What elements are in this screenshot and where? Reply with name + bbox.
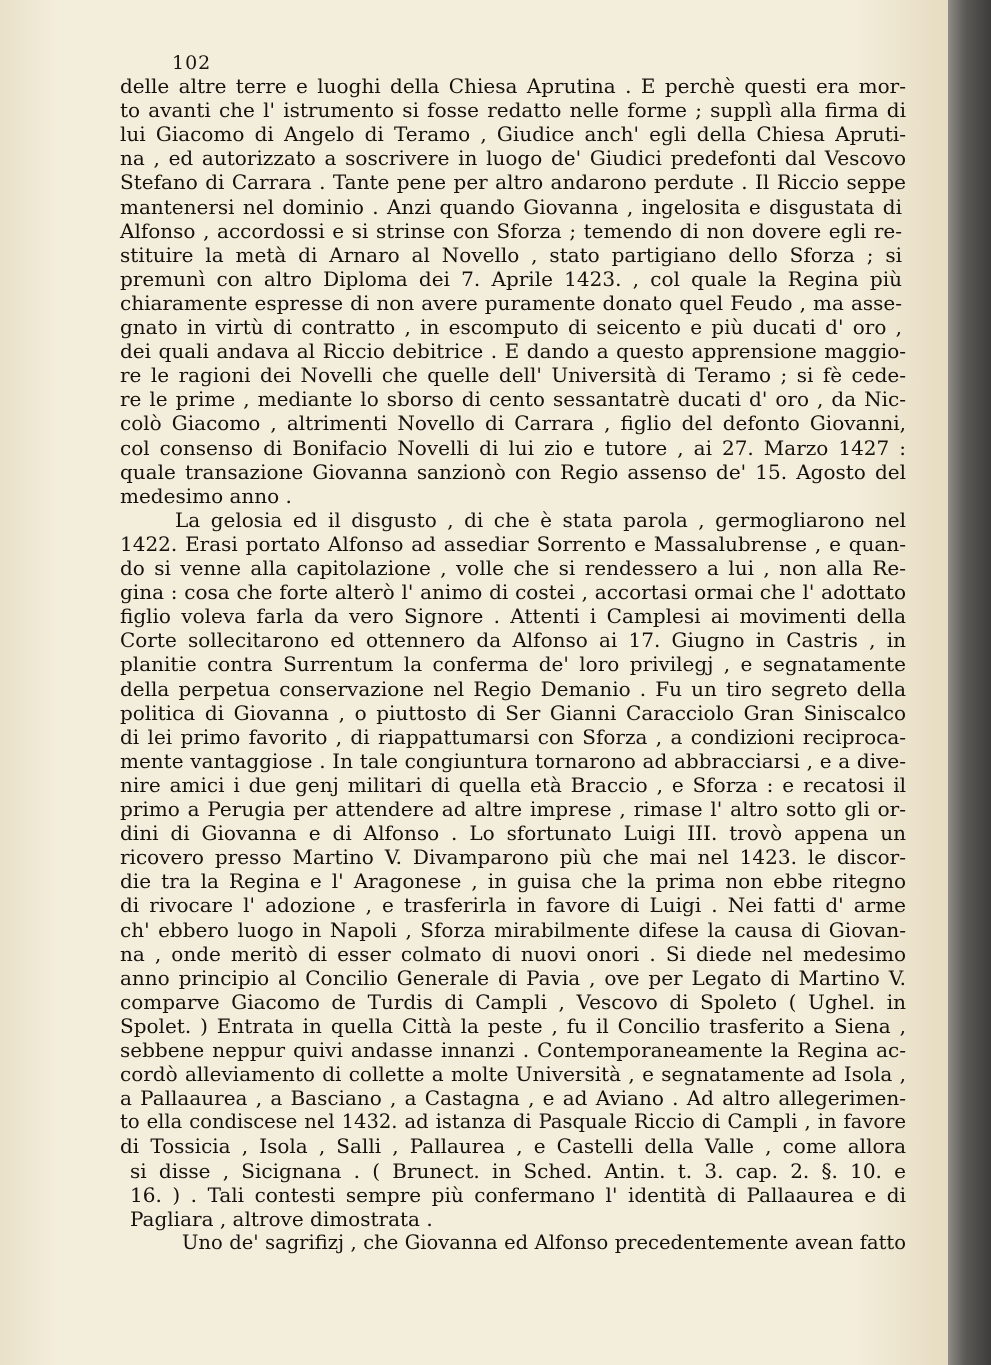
text-line: die tra la Regina e l' Aragonese , in guisa che la prima non ebbe ritegno [120,869,906,894]
text-line: dei quali andava al Riccio debitrice . E dando a questo apprensione maggio- [120,339,906,364]
text-line: primo a Perugia per attendere ad altre imprese , rimase l' altro sotto gli or- [120,797,906,821]
text-line: na , ed autorizzato a soscrivere in luogo de' Giudici predefonti dal Vescovo [120,146,906,171]
text-line: ch' ebbero luogo in Napoli , Sforza mirabilmente difese la causa di Giovan- [120,917,906,942]
text-line: Stefano di Carrara . Tante pene per altro andarono perdute . Il Riccio seppe [120,170,906,195]
text-line: do si venne alla capitolazione , volle che si rendessero a lui , non alla Re- [120,556,906,580]
text-line: delle altre terre e luoghi della Chiesa Aprutina . E perchè questi era mor- [120,74,906,98]
text-line: politica di Giovanna , o piuttosto di Ser Gianni Caracciolo Gran Siniscalco [120,700,906,725]
text-line: comparve Giacomo de Turdis di Campli , Vescovo di Spoleto ( Ughel. in [120,989,906,1014]
text-line: Spolet. ) Entrata in quella Città la peste , fu il Concilio trasferito a Siena , [120,1013,906,1038]
text-line: mantenersi nel dominio . Anzi quando Giovanna , ingelosita e disgustata di [120,194,902,219]
text-line: anno principio al Concilio Generale di Pavia , ove per Legato di Martino V. [120,965,906,990]
text-line: cordò alleviamento di collette a molte Università , e segnatamente ad Isola , [120,1062,906,1087]
text-line: stituire la metà di Arnaro al Novello , stato partigiano dello Sforza ; si [120,242,902,267]
text-line: di Tossicia , Isola , Salli , Pallaurea , e Castelli della Valle , come allora [120,1134,906,1159]
text-line: 16. ) . Tali contesti sempre più confermano l' identità di Pallaaurea e di [130,1182,906,1207]
text-line: di rivocare l' adozione , e trasferirla in favore di Luigi . Nei fatti d' arme [120,893,906,918]
text-line: ricovero presso Martino V. Divamparono più che mai nel 1423. le discor- [120,845,906,870]
text-line: Alfonso , accordossi e si strinse con Sforza ; temendo di non dovere egli re- [120,218,902,243]
text-line: sebbene neppur quivi andasse innanzi . Contemporaneamente la Regina ac- [120,1038,906,1062]
text-line: re le ragioni dei Novelli che quelle dell' Università di Teramo ; si fè cede- [120,363,906,388]
text-line: na , onde meritò di esser colmato di nuovi onori . Si diede nel medesimo [120,941,906,966]
text-line: quale transazione Giovanna sanzionò con Regio assenso de' 15. Agosto del [120,459,906,484]
text-line: chiaramente espresse di non avere puramente donato quel Feudo , ma asse- [120,290,902,315]
text-line: to ella condiscese nel 1432. ad istanza di Pasquale Riccio di Campli , in favore [120,1110,906,1134]
text-line: medesimo anno . [120,483,292,508]
text-line: dini di Giovanna e di Alfonso . Lo sfortunato Luigi III. trovò appena un [120,821,906,846]
text-line: Uno de' sagrifizj , che Giovanna ed Alfonso precedentemente avean fatto [182,1230,906,1254]
text-line: mente vantaggiose . In tale congiuntura tornarono ad abbracciarsi , e a dive- [120,748,906,773]
text-line: 1422. Erasi portato Alfonso ad assediar Sorrento e Massalubrense , e quan- [120,531,906,556]
text-line: di lei primo favorito , di riappattumarsi con Sforza , a condizioni reciproca- [120,724,906,749]
page-edge-shadow [948,0,991,1365]
text-line: re le prime , mediante lo sborso di cento sessantatrè ducati d' oro , da Nic- [120,387,906,412]
text-line: gnato in virtù di contratto , in escomputo di seicento e più ducati d' oro , [120,315,902,339]
text-line: col consenso di Bonifacio Novelli di lui zio e tutore , ai 27. Marzo 1427 : [120,435,906,460]
text-line: della perpetua conservazione nel Regio Demanio . Fu un tiro segreto della [120,676,906,701]
text-line: nire amici i due genj militari di quella età Braccio , e Sforza : e recatosi il [120,772,906,797]
text-line: si disse , Sicignana . ( Brunect. in Sched. Antin. t. 3. cap. 2. §. 10. e [130,1158,906,1183]
text-line: La gelosia ed il disgusto , di che è stata parola , germogliarono nel [175,507,906,532]
text-line: Pagliara , altrove dimostrata . [130,1206,433,1231]
text-line: colò Giacomo , altrimenti Novello di Carrara , figlio del defonto Giovanni, [120,411,906,436]
page-number: 102 [172,52,212,74]
text-line: gina : cosa che forte alterò l' animo di costei , accortasi ormai che l' adottato [120,580,906,605]
text-line: Corte sollecitarono ed ottennero da Alfonso ai 17. Giugno in Castris , in [120,628,906,653]
text-line: planitie contra Surrentum la conferma de' loro privilegj , e segnatamente [120,652,906,677]
text-line: lui Giacomo di Angelo di Teramo , Giudice anch' egli della Chiesa Apruti- [120,122,906,147]
text-line: a Pallaaurea , a Basciano , a Castagna , e ad Aviano . Ad altro allegerimen- [120,1086,906,1111]
text-line: figlio voleva farla da vero Signore . Attenti i Camplesi ai movimenti della [120,604,906,629]
text-line: premunì con altro Diploma dei 7. Aprile 1423. , col quale la Regina più [120,266,902,291]
text-line: to avanti che l' istrumento si fosse redatto nelle forme ; supplì alla firma di [120,98,906,123]
